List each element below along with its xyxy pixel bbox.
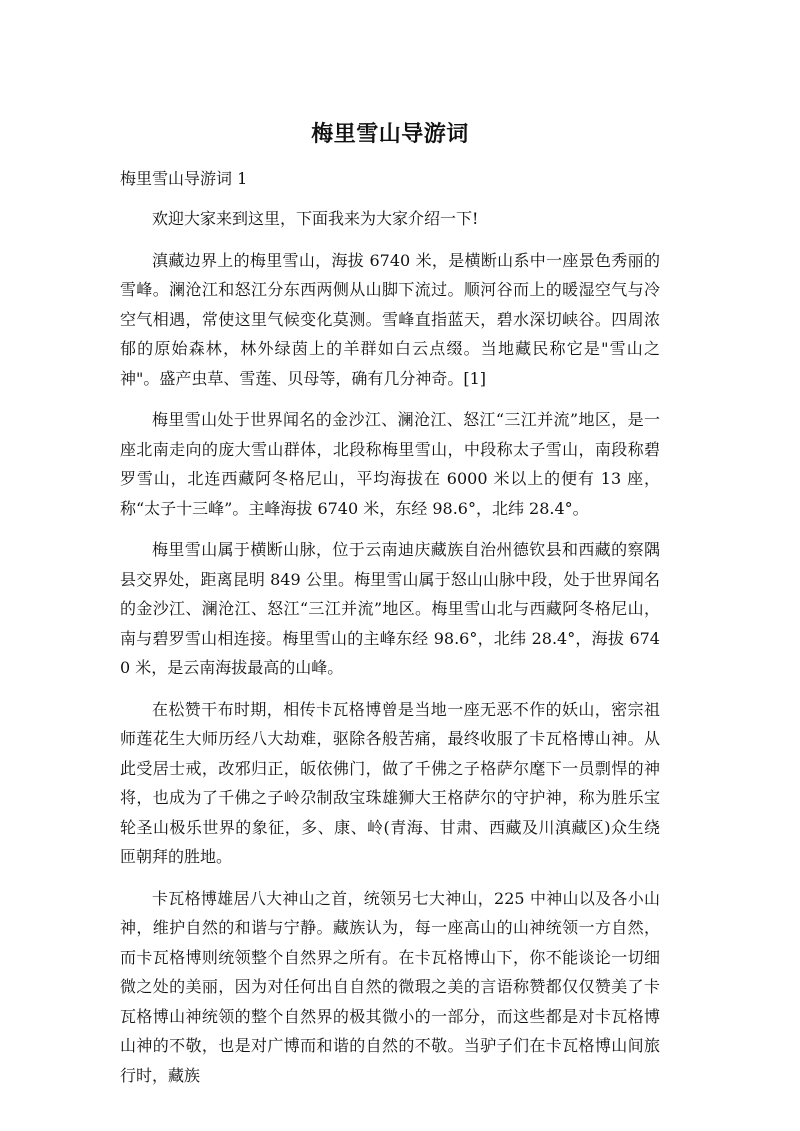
document-title: 梅里雪山导游词: [311, 122, 469, 147]
paragraph-kawagebo: 卡瓦格博雄居八大神山之首，统领另七大神山，225 中神山以及各小山神，维护自然的和谐与宁静。藏族认为，每一座高山的山神统领一方自然，而卡瓦格博则统领整个自然界之所有。在卡瓦格博山下，你不能谈论一切细微之处的美丽，因为对任何出自自然的微瑕之美的言语称赞都仅仅赞美了卡瓦格博山神统领的整个自然界的极其微小的一部分，而这些都是对卡瓦格博山神的不敬，也是对广博而和谐的自然的不敬。当驴子们在卡瓦格博山间旅行时，藏族: [120, 888, 660, 1085]
paragraph-legend: 在松赞干布时期，相传卡瓦格博曾是当地一座无恶不作的妖山，密宗祖师莲花生大师历经八大劫难，驱除各般苦痛，最终收服了卡瓦格博山神。从此受居士戒，改邪归正，皈依佛门，做了千佛之子格萨尔麾下一员剽悍的神将，也成为了千佛之子岭尕制敌宝珠雄狮大王格萨尔的守护神，称为胜乐宝轮圣山极乐世界的象征，多、康、岭(青海、甘肃、西藏及川滇藏区)众生绕匝朝拜的胜地。: [120, 699, 660, 866]
paragraph-location: 梅里雪山属于横断山脉，位于云南迪庆藏族自治州德钦县和西藏的察隅县交界处，距离昆明 849 公里。梅里雪山属于怒山山脉中段，处于世界闻名的金沙江、澜沧江、怒江“三江并流”地区。梅里雪山北与西藏阿冬格尼山，南与碧罗雪山相连接。梅里雪山的主峰东经 98.6°，北纬 28.4°，海拔 6740 米，是云南海拔最高的山峰。: [120, 540, 660, 677]
section-heading: 梅里雪山导游词 1: [120, 169, 248, 188]
paragraph-three-rivers: 梅里雪山处于世界闻名的金沙江、澜沧江、怒江“三江并流”地区，是一座北南走向的庞大雪山群体，北段称梅里雪山，中段称太子雪山，南段称碧罗雪山，北连西藏阿冬格尼山，平均海拔在 6000 米以上的便有 13 座，称“太子十三峰”。主峰海拔 6740 米，东经 98.6°，北纬 28.4°。: [120, 410, 660, 518]
paragraph-welcome: 欢迎大家来到这里，下面我来为大家介绍一下!: [152, 209, 479, 228]
paragraph-overview: 滇藏边界上的梅里雪山，海拔 6740 米，是横断山系中一座景色秀丽的雪峰。澜沧江和怒江分东西两侧从山脚下流过。顺河谷而上的暖湿空气与冷空气相遇，常使这里气候变化莫测。雪峰直指蓝天，碧水深切峡谷。四周浓郁的原始森林，林外绿茵上的羊群如白云点缀。当地藏民称它是"雪山之神"。盛产虫草、雪莲、贝母等，确有几分神奇。[1]: [120, 250, 660, 388]
